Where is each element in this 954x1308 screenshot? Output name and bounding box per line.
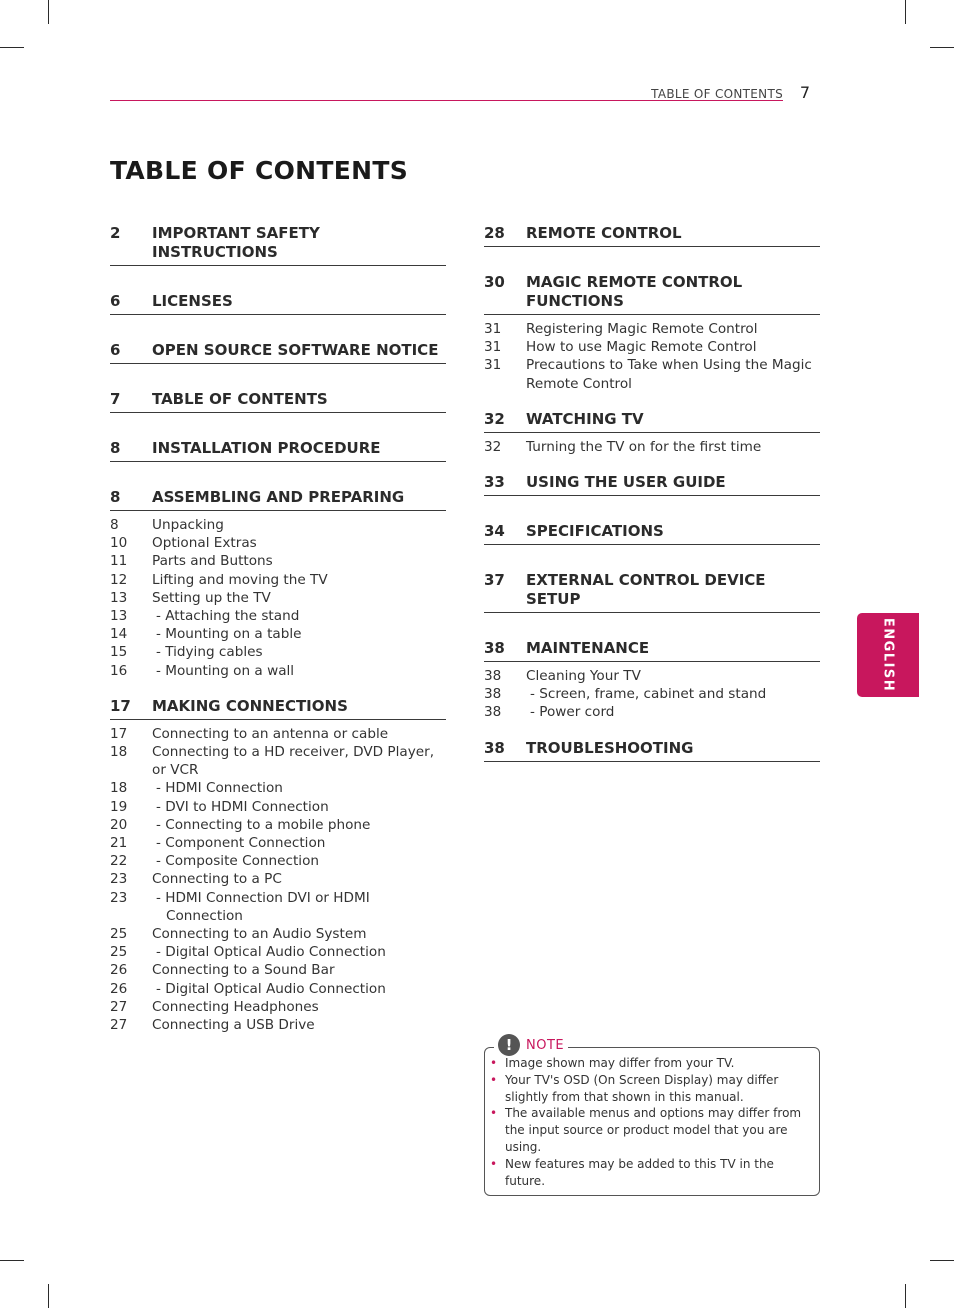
toc-section-page: 37 (484, 571, 505, 590)
toc-section-heading[interactable] (110, 390, 446, 413)
toc-entry-page: 23 (110, 871, 128, 888)
toc-section-page: 2 (110, 224, 121, 242)
language-tab-label: ENGLISH (880, 617, 896, 693)
running-header: TABLE OF CONTENTS (651, 87, 783, 101)
toc-section (110, 697, 446, 1034)
toc-section-label: USING THE USER GUIDE (526, 473, 726, 492)
toc-section-label: INSTALLATION PROCEDURE (152, 439, 381, 457)
note-item (490, 1055, 806, 1072)
toc-entry-label: Cleaning Your TV (526, 668, 641, 685)
toc-section (484, 522, 820, 545)
toc-entry-label: Precautions to Take when Using the Magic Remote Control (526, 357, 812, 392)
toc-section-page: 38 (484, 738, 505, 757)
toc-entry-page: 31 (484, 321, 502, 337)
toc-entry[interactable] (110, 607, 446, 625)
toc-entry-list (484, 315, 820, 393)
note-text: The available menus and options may differ from the input source or product model that you are using. (505, 1106, 802, 1154)
toc-section-heading[interactable] (484, 224, 820, 247)
toc-entry-label: Optional Extras (152, 535, 257, 552)
toc-section (484, 273, 820, 393)
toc-entry-page: 19 (110, 798, 128, 815)
page-number: 7 (799, 83, 811, 102)
toc-entry[interactable] (110, 943, 446, 961)
toc-section-label: MAKING CONNECTIONS (152, 696, 348, 715)
toc-entry[interactable] (484, 320, 820, 338)
toc-entry[interactable] (484, 685, 820, 703)
toc-entry-list (484, 433, 820, 456)
crop-mark (0, 1260, 24, 1261)
toc-entry-page: 18 (110, 780, 128, 797)
toc-entry-page: 18 (110, 744, 128, 761)
exclamation-icon: ! (498, 1034, 520, 1056)
toc-section-label: TROUBLESHOOTING (526, 738, 694, 757)
toc-section (110, 488, 446, 680)
toc-section-label: IMPORTANT SAFETY INSTRUCTIONS (152, 224, 320, 261)
toc-entry-label: - Component Connection (156, 835, 326, 852)
toc-entry-page: 17 (110, 725, 128, 742)
toc-section-page: 34 (484, 522, 505, 541)
crop-mark (48, 0, 49, 24)
toc-entry-page: 11 (110, 553, 128, 570)
toc-entry-page: 13 (110, 589, 128, 606)
toc-section-heading[interactable] (110, 341, 446, 364)
toc-section (110, 341, 446, 364)
toc-entry-label: Setting up the TV (152, 589, 271, 606)
toc-entry[interactable] (110, 779, 446, 797)
toc-entry-label: Registering Magic Remote Control (526, 321, 758, 337)
toc-section-heading[interactable] (110, 439, 446, 462)
toc-entry[interactable] (110, 798, 446, 816)
note-item (490, 1156, 806, 1190)
toc-section (484, 571, 820, 613)
toc-entry[interactable] (484, 667, 820, 685)
toc-section-label: OPEN SOURCE SOFTWARE NOTICE (152, 341, 439, 359)
toc-entry[interactable] (484, 356, 820, 392)
toc-entry-label: - Attaching the stand (156, 608, 300, 625)
note-text: Image shown may differ from your TV. (505, 1056, 735, 1070)
toc-entry-page: 10 (110, 535, 128, 552)
toc-entry-label: - Power cord (530, 704, 615, 721)
toc-section (484, 410, 820, 456)
toc-entry-label: - DVI to HDMI Connection (156, 798, 329, 815)
toc-section-heading[interactable] (484, 522, 820, 545)
toc-entry-label: How to use Magic Remote Control (526, 339, 757, 356)
toc-section-label: TABLE OF CONTENTS (152, 390, 328, 408)
toc-entry-label: Unpacking (152, 517, 224, 533)
toc-section-heading[interactable] (484, 571, 820, 613)
crop-mark (930, 47, 954, 48)
toc-section-heading[interactable] (484, 739, 820, 762)
toc-entry[interactable] (110, 816, 446, 834)
toc-entry[interactable] (484, 338, 820, 356)
toc-section-label: MAINTENANCE (526, 639, 650, 658)
toc-entry-page: 8 (110, 517, 119, 533)
toc-entry-label: - Mounting on a wall (156, 662, 295, 679)
toc-entry[interactable] (110, 516, 446, 534)
toc-entry[interactable] (110, 925, 446, 943)
toc-entry-label: - Tidying cables (156, 644, 263, 661)
toc-section-page: 38 (484, 639, 505, 658)
toc-entry[interactable] (110, 852, 446, 870)
toc-section-label: SPECIFICATIONS (526, 522, 664, 541)
bullet-icon: • (490, 1156, 498, 1171)
toc-entry[interactable] (110, 889, 446, 925)
note-title: NOTE (526, 1037, 565, 1053)
crop-mark (0, 47, 24, 48)
toc-entry[interactable] (110, 625, 446, 643)
toc-entry-list (110, 511, 446, 680)
toc-section-heading[interactable] (110, 488, 446, 511)
note-item (490, 1105, 806, 1155)
toc-section (110, 292, 446, 315)
toc-entry-page: 25 (110, 944, 128, 961)
toc-entry[interactable] (110, 643, 446, 661)
toc-left-column (110, 224, 446, 1051)
note-text: New features may be added to this TV in the future. (505, 1156, 774, 1188)
toc-section-page: 17 (110, 696, 131, 715)
toc-entry-page: 22 (110, 853, 128, 870)
toc-entry-page: 26 (110, 980, 128, 997)
toc-section-label: ASSEMBLING AND PREPARING (152, 488, 405, 506)
toc-entry-label: - HDMI Connection DVI or HDMI Connection (156, 889, 370, 924)
toc-entry-label: Connecting to a HD receiver, DVD Player, or VCR (152, 744, 435, 779)
toc-section-page: 8 (110, 488, 121, 506)
toc-entry[interactable] (110, 1016, 446, 1034)
toc-entry-page: 38 (484, 704, 502, 721)
toc-section (110, 390, 446, 413)
toc-entry[interactable] (110, 998, 446, 1016)
toc-section (110, 439, 446, 462)
toc-entry-label: Connecting to a PC (152, 871, 282, 888)
toc-entry[interactable] (110, 980, 446, 998)
toc-section (484, 639, 820, 722)
toc-section-heading[interactable] (110, 697, 446, 720)
toc-section (110, 224, 446, 266)
toc-section-heading[interactable] (110, 224, 446, 266)
toc-entry[interactable] (110, 961, 446, 979)
toc-entry-label: Lifting and moving the TV (152, 571, 328, 588)
toc-section-page: 8 (110, 439, 121, 457)
toc-entry-page: 16 (110, 662, 128, 679)
toc-entry-label: Connecting Headphones (152, 998, 319, 1015)
toc-entry-list (110, 720, 446, 1034)
toc-entry-label: Connecting a USB Drive (152, 1017, 315, 1034)
toc-entry-label: Turning the TV on for the first time (526, 438, 762, 455)
toc-entry[interactable] (110, 834, 446, 852)
toc-entry-label: - Mounting on a table (156, 626, 302, 643)
toc-section-label: WATCHING TV (526, 409, 644, 428)
crop-mark (905, 1284, 906, 1308)
toc-section-heading[interactable] (110, 292, 446, 315)
toc-entry-page: 31 (484, 357, 502, 374)
toc-entry-list (484, 662, 820, 722)
toc-section (484, 473, 820, 496)
toc-entry-page: 12 (110, 571, 128, 588)
note-list (490, 1055, 806, 1189)
crop-mark (930, 1260, 954, 1261)
toc-entry-page: 38 (484, 686, 502, 703)
toc-entry-page: 21 (110, 835, 128, 852)
toc-entry-page: 31 (484, 339, 502, 356)
toc-section-heading[interactable] (484, 473, 820, 496)
bullet-icon: • (490, 1106, 498, 1121)
note-text: Your TV's OSD (On Screen Display) may differ slightly from that shown in this manual. (505, 1072, 779, 1104)
toc-section-label: LICENSES (152, 292, 233, 310)
toc-section-page: 33 (484, 473, 505, 492)
toc-section-page: 7 (110, 390, 121, 408)
toc-entry-label: - Digital Optical Audio Connection (156, 980, 386, 997)
toc-entry[interactable] (110, 552, 446, 570)
language-tab (857, 613, 919, 697)
toc-entry[interactable] (484, 438, 820, 456)
toc-entry[interactable] (110, 870, 446, 888)
toc-section-heading[interactable] (484, 273, 820, 315)
toc-section-page: 6 (110, 292, 121, 310)
toc-section-label: EXTERNAL CONTROL DEVICE SETUP (526, 571, 766, 609)
toc-entry-page: 20 (110, 816, 128, 833)
toc-entry-page: 38 (484, 668, 502, 685)
toc-entry[interactable] (110, 534, 446, 552)
toc-section-label: MAGIC REMOTE CONTROL FUNCTIONS (526, 273, 743, 310)
toc-section-page: 28 (484, 224, 505, 242)
toc-entry-page: 23 (110, 889, 128, 906)
toc-entry[interactable] (110, 662, 446, 680)
toc-entry-label: - HDMI Connection (156, 780, 283, 797)
toc-entry-label: - Screen, frame, cabinet and stand (530, 686, 767, 703)
toc-section-page: 30 (484, 273, 505, 291)
note-item (490, 1072, 806, 1106)
toc-section-page: 32 (484, 409, 505, 428)
toc-entry-label: - Composite Connection (156, 853, 320, 870)
toc-entry-page: 25 (110, 926, 128, 943)
toc-entry[interactable] (110, 571, 446, 589)
toc-entry[interactable] (110, 725, 446, 743)
toc-entry[interactable] (484, 703, 820, 721)
toc-entry-page: 32 (484, 438, 502, 455)
toc-entry-page: 14 (110, 626, 128, 643)
toc-section (484, 739, 820, 762)
toc-entry-page: 26 (110, 962, 128, 979)
toc-entry-page: 15 (110, 644, 128, 661)
toc-section-heading[interactable] (484, 410, 820, 433)
toc-entry-label: - Digital Optical Audio Connection (156, 944, 386, 961)
crop-mark (905, 0, 906, 24)
toc-entry-label: Connecting to a Sound Bar (152, 962, 335, 979)
toc-entry-page: 27 (110, 998, 128, 1015)
toc-entry[interactable] (110, 589, 446, 607)
toc-entry[interactable] (110, 743, 446, 779)
toc-entry-label: Parts and Buttons (152, 553, 273, 570)
toc-entry-label: - Connecting to a mobile phone (156, 816, 371, 833)
bullet-icon: • (490, 1056, 498, 1070)
toc-section-heading[interactable] (484, 639, 820, 662)
toc-right-column (484, 224, 820, 788)
toc-entry-page: 27 (110, 1017, 128, 1034)
crop-mark (48, 1284, 49, 1308)
toc-entry-page: 13 (110, 608, 128, 625)
toc-entry-label: Connecting to an Audio System (152, 926, 367, 943)
toc-entry-label: Connecting to an antenna or cable (152, 725, 389, 742)
bullet-icon: • (490, 1072, 498, 1087)
toc-section-label: REMOTE CONTROL (526, 224, 682, 242)
toc-section (484, 224, 820, 247)
toc-section-page: 6 (110, 341, 121, 359)
note-header (494, 1034, 568, 1056)
page-title: TABLE OF CONTENTS (110, 156, 408, 185)
